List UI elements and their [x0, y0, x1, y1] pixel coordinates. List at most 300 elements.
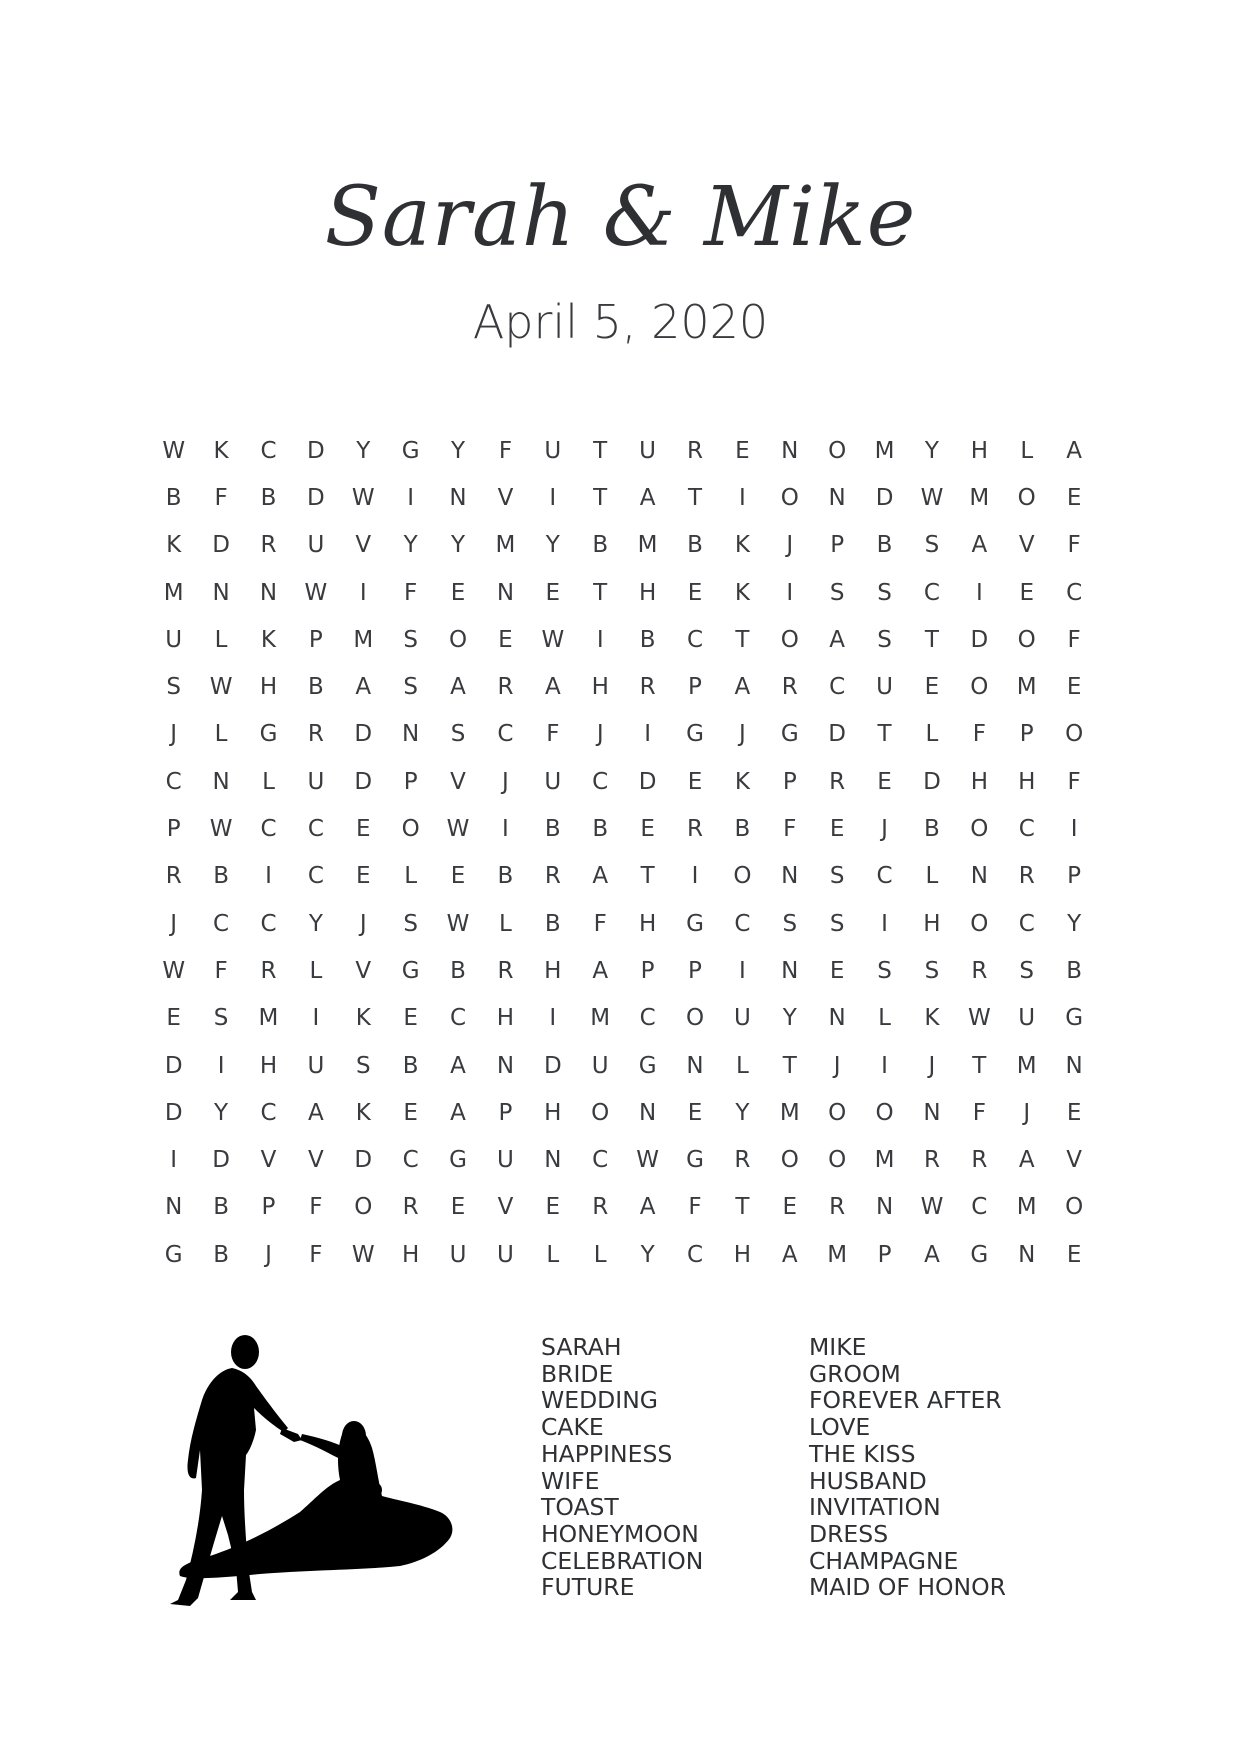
grid-letter: R	[971, 957, 988, 984]
grid-letter: W	[351, 484, 375, 511]
grid-letter: W	[446, 910, 470, 937]
grid-letter: E	[1066, 1099, 1082, 1126]
grid-letter: U	[307, 1052, 325, 1079]
grid-letter: C	[260, 816, 277, 843]
grid-letter: P	[261, 1194, 276, 1221]
grid-letter: E	[403, 1005, 418, 1032]
grid-letter: C	[686, 1241, 704, 1268]
grid-letter: H	[638, 579, 657, 606]
grid-letter: P	[166, 816, 181, 843]
grid-letter: U	[876, 674, 893, 701]
grid-letter: T	[593, 579, 608, 606]
word-list-item: CELEBRATION	[541, 1546, 704, 1575]
grid-letter: G	[164, 1241, 183, 1268]
grid-letter: D	[638, 768, 657, 795]
grid-letter: W	[304, 579, 328, 606]
grid-letter: Y	[735, 1099, 750, 1126]
grid-letter: W	[967, 1005, 991, 1032]
grid-letter: O	[780, 484, 799, 511]
grid-letter: W	[162, 437, 186, 464]
grid-letter: Y	[545, 532, 560, 559]
grid-letter: S	[877, 957, 892, 984]
grid-letter: C	[686, 626, 704, 653]
grid-letter: N	[212, 768, 230, 795]
grid-letter: A	[592, 863, 609, 890]
grid-letter: K	[734, 532, 750, 559]
grid-letter: V	[450, 768, 466, 795]
grid-letter: O	[828, 1147, 847, 1174]
grid-letter: S	[1019, 957, 1035, 984]
grid-letter: N	[212, 579, 230, 606]
grid-letter: A	[1066, 437, 1082, 464]
grid-letter: K	[734, 768, 750, 795]
grid-letter: G	[449, 1147, 467, 1174]
grid-letter: Y	[214, 1099, 229, 1126]
grid-letter: T	[924, 626, 939, 653]
word-list-item: FOREVER AFTER	[809, 1386, 1002, 1415]
grid-letter: Y	[403, 532, 418, 559]
grid-letter: R	[829, 768, 846, 795]
grid-letter: I	[881, 910, 888, 937]
grid-letter: P	[640, 957, 655, 984]
grid-letter: C	[260, 910, 277, 937]
grid-letter: L	[878, 1005, 891, 1032]
grid-letter: C	[402, 1147, 419, 1174]
grid-letter: S	[877, 626, 892, 653]
grid-letter: J	[170, 721, 178, 748]
grid-letter: I	[549, 1005, 557, 1032]
word-list-left	[541, 1334, 703, 1601]
grid-letter: N	[781, 437, 799, 464]
grid-letter: P	[498, 1099, 513, 1126]
grid-letter: W	[209, 816, 233, 843]
grid-letter: T	[782, 1052, 797, 1079]
grid-letter: H	[923, 910, 941, 937]
grid-letter: C	[307, 863, 324, 890]
grid-letter: A	[450, 674, 466, 701]
grid-letter: S	[924, 532, 940, 559]
grid-letter: A	[639, 1194, 656, 1221]
word-list-item: SARAH	[541, 1333, 622, 1361]
grid-letter: L	[309, 957, 323, 984]
grid-letter: E	[687, 1099, 703, 1126]
word-list-item: WEDDING	[541, 1386, 658, 1415]
grid-letter: L	[214, 721, 228, 748]
grid-letter: G	[686, 721, 704, 748]
grid-letter: C	[876, 863, 893, 890]
grid-letter: W	[162, 957, 186, 984]
grid-letter: O	[1017, 484, 1036, 511]
word-list-item: FUTURE	[541, 1573, 635, 1602]
grid-letter: U	[497, 1241, 514, 1268]
grid-letter: E	[1066, 484, 1082, 511]
grid-letter: R	[402, 1194, 419, 1221]
grid-letter: I	[549, 484, 557, 511]
grid-letter: G	[1065, 1005, 1084, 1032]
grid-letter: I	[691, 863, 699, 890]
grid-letter: D	[543, 1052, 562, 1079]
grid-letter: M	[258, 1005, 279, 1032]
grid-letter: B	[260, 484, 277, 511]
grid-letter: I	[644, 721, 651, 748]
grid-letter: L	[925, 863, 939, 890]
grid-letter: O	[875, 1099, 894, 1126]
grid-letter: S	[450, 721, 466, 748]
grid-letter: B	[924, 816, 940, 843]
grid-letter: R	[497, 957, 514, 984]
grid-letter: T	[687, 484, 703, 511]
grid-letter: E	[545, 1194, 561, 1221]
grid-letter: U	[497, 1147, 514, 1174]
grid-letter: F	[498, 437, 513, 464]
grid-letter: I	[738, 957, 746, 984]
grid-letter: U	[307, 768, 325, 795]
word-list-item: DRESS	[809, 1519, 889, 1548]
grid-letter: P	[308, 626, 323, 653]
grid-letter: N	[875, 1194, 894, 1221]
grid-letter: K	[213, 437, 229, 464]
grid-letter: C	[592, 1147, 609, 1174]
grid-letter: J	[1023, 1099, 1031, 1126]
grid-letter: N	[970, 863, 988, 890]
grid-letter: M	[637, 532, 658, 559]
grid-letter: A	[829, 626, 846, 653]
grid-letter: J	[359, 910, 367, 937]
grid-letter: F	[404, 579, 418, 606]
grid-letter: S	[213, 1005, 229, 1032]
grid-letter: B	[544, 816, 561, 843]
grid-letter: B	[639, 626, 656, 653]
word-search-grid	[150, 427, 1098, 1278]
grid-letter: C	[213, 910, 230, 937]
grid-letter: C	[829, 674, 846, 701]
word-list-item: MAID OF HONOR	[809, 1573, 1006, 1602]
grid-letter: B	[213, 1194, 229, 1221]
grid-letter: M	[827, 1241, 848, 1268]
grid-letter: M	[874, 437, 895, 464]
grid-letter: C	[450, 1005, 467, 1032]
grid-letter: F	[546, 721, 560, 748]
grid-letter: A	[734, 674, 751, 701]
grid-letter: E	[403, 1099, 418, 1126]
grid-letter: O	[970, 674, 989, 701]
grid-letter: J	[738, 721, 746, 748]
grid-letter: F	[972, 1099, 986, 1126]
grid-letter: V	[260, 1147, 277, 1174]
grid-letter: R	[592, 1194, 609, 1221]
grid-letter: N	[165, 1194, 183, 1221]
grid-letter: E	[450, 863, 466, 890]
grid-letter: H	[496, 1005, 515, 1032]
grid-letter: K	[355, 1099, 371, 1126]
grid-letter: N	[259, 579, 278, 606]
grid-letter: D	[354, 721, 373, 748]
grid-letter: R	[781, 674, 798, 701]
grid-letter: H	[638, 910, 657, 937]
word-list-right	[809, 1334, 1006, 1601]
grid-letter: J	[170, 910, 178, 937]
grid-letter: L	[262, 768, 275, 795]
grid-letter: B	[307, 674, 324, 701]
grid-letter: N	[402, 721, 420, 748]
grid-letter: K	[924, 1005, 940, 1032]
grid-letter: H	[259, 674, 278, 701]
grid-letter: C	[971, 1194, 988, 1221]
grid-letter: C	[307, 816, 324, 843]
grid-letter: R	[307, 721, 324, 748]
grid-letter: G	[686, 910, 704, 937]
word-list-item: HUSBAND	[809, 1466, 927, 1495]
grid-letter: R	[165, 863, 182, 890]
grid-letter: P	[782, 768, 797, 795]
grid-letter: U	[165, 626, 183, 653]
grid-letter: Y	[924, 437, 939, 464]
grid-letter: B	[1066, 957, 1082, 984]
grid-letter: W	[351, 1241, 375, 1268]
grid-letter: U	[639, 437, 657, 464]
grid-letter: E	[355, 863, 371, 890]
grid-letter: F	[1067, 626, 1081, 653]
grid-letter: Y	[356, 437, 371, 464]
grid-letter: O	[1065, 721, 1084, 748]
grid-letter: H	[544, 957, 562, 984]
grid-letter: M	[874, 1147, 895, 1174]
grid-letter: T	[877, 721, 892, 748]
grid-letter: I	[786, 579, 794, 606]
grid-letter: P	[688, 957, 702, 984]
grid-letter: U	[307, 532, 325, 559]
grid-letter: M	[969, 484, 990, 511]
grid-letter: K	[734, 579, 750, 606]
grid-letter: R	[687, 437, 703, 464]
grid-letter: O	[1065, 1194, 1084, 1221]
grid-letter: B	[213, 863, 229, 890]
word-list-item: WIFE	[541, 1466, 600, 1495]
grid-letter: M	[163, 579, 184, 606]
grid-letter: J	[786, 532, 794, 559]
grid-letter: A	[924, 1241, 940, 1268]
grid-letter: O	[685, 1005, 705, 1032]
grid-letter: L	[735, 1052, 749, 1079]
grid-letter: I	[359, 579, 367, 606]
grid-letter: M	[353, 626, 374, 653]
grid-letter: F	[309, 1241, 323, 1268]
grid-letter: E	[1066, 1241, 1082, 1268]
grid-letter: W	[541, 626, 565, 653]
word-list-item: CAKE	[541, 1413, 604, 1442]
grid-letter: E	[640, 816, 655, 843]
grid-letter: B	[165, 484, 182, 511]
grid-letter: B	[687, 532, 703, 559]
grid-letter: O	[970, 816, 989, 843]
grid-letter: F	[783, 816, 797, 843]
grid-letter: N	[1018, 1241, 1036, 1268]
grid-letter: W	[920, 1194, 944, 1221]
grid-letter: N	[496, 1052, 515, 1079]
grid-letter: O	[828, 1099, 847, 1126]
grid-letter: D	[164, 1052, 183, 1079]
grid-letter: S	[403, 626, 418, 653]
grid-letter: E	[1019, 579, 1034, 606]
grid-letter: H	[259, 1052, 278, 1079]
grid-letter: T	[735, 1194, 750, 1221]
grid-letter: P	[1019, 721, 1034, 748]
grid-letter: D	[923, 768, 941, 795]
word-list-item: HONEYMOON	[541, 1519, 699, 1548]
grid-letter: W	[920, 484, 944, 511]
grid-letter: A	[1018, 1147, 1035, 1174]
grid-letter: H	[1018, 768, 1036, 795]
grid-letter: A	[592, 957, 609, 984]
grid-letter: B	[497, 863, 514, 890]
grid-letter: I	[170, 1147, 178, 1174]
grid-letter: D	[307, 484, 325, 511]
grid-letter: N	[828, 484, 846, 511]
grid-letter: J	[881, 816, 888, 843]
grid-letter: C	[923, 579, 940, 606]
grid-letter: N	[781, 957, 799, 984]
grid-letter: E	[829, 957, 845, 984]
grid-letter: H	[591, 674, 609, 701]
grid-letter: E	[545, 579, 561, 606]
grid-letter: N	[828, 1005, 846, 1032]
grid-letter: A	[450, 1052, 466, 1079]
grid-letter: I	[596, 626, 604, 653]
grid-letter: A	[639, 484, 656, 511]
grid-letter: E	[735, 437, 750, 464]
grid-letter: L	[214, 626, 228, 653]
grid-letter: R	[734, 1147, 751, 1174]
grid-letter: D	[970, 626, 989, 653]
grid-letter: A	[355, 674, 372, 701]
grid-letter: R	[497, 674, 514, 701]
grid-letter: B	[592, 532, 609, 559]
grid-letter: O	[733, 863, 752, 890]
grid-letter: H	[970, 768, 988, 795]
grid-letter: E	[498, 626, 513, 653]
page-title: Sarah & Mike	[324, 170, 917, 265]
grid-letter: B	[544, 910, 561, 937]
grid-letter: A	[544, 674, 561, 701]
grid-letter: V	[497, 1194, 514, 1221]
grid-letter: V	[355, 532, 372, 559]
word-list-item: GROOM	[809, 1359, 901, 1388]
word-list-item: THE KISS	[809, 1439, 916, 1468]
grid-letter: O	[401, 816, 420, 843]
grid-letter: E	[450, 579, 466, 606]
grid-letter: V	[497, 484, 514, 511]
grid-letter: D	[212, 1147, 230, 1174]
grid-letter: G	[970, 1241, 989, 1268]
grid-letter: A	[450, 1099, 466, 1126]
word-list-item: MIKE	[809, 1333, 867, 1361]
grid-letter: E	[924, 674, 940, 701]
grid-letter: Y	[640, 1241, 655, 1268]
grid-letter: S	[924, 957, 940, 984]
grid-letter: M	[1016, 1194, 1037, 1221]
grid-letter: P	[688, 674, 702, 701]
event-date: April 5, 2020	[472, 295, 769, 349]
grid-letter: O	[1017, 626, 1036, 653]
grid-letter: D	[164, 1099, 183, 1126]
grid-letter: S	[877, 579, 892, 606]
grid-letter: H	[544, 1099, 562, 1126]
grid-letter: R	[1018, 863, 1035, 890]
grid-letter: K	[260, 626, 277, 653]
grid-letter: V	[1018, 532, 1035, 559]
grid-letter: F	[1067, 768, 1081, 795]
grid-letter: L	[593, 1241, 607, 1268]
grid-letter: B	[734, 816, 751, 843]
grid-letter: E	[450, 1194, 466, 1221]
grid-letter: J	[833, 1052, 841, 1079]
grid-letter: N	[544, 1147, 562, 1174]
grid-letter: B	[876, 532, 893, 559]
grid-letter: G	[638, 1052, 657, 1079]
grid-letter: R	[639, 674, 656, 701]
grid-letter: L	[546, 1241, 560, 1268]
grid-letter: C	[260, 437, 277, 464]
grid-letter: L	[499, 910, 512, 937]
grid-letter: N	[781, 863, 799, 890]
grid-letter: Y	[308, 910, 323, 937]
grid-letter: Y	[451, 532, 466, 559]
grid-letter: S	[355, 1052, 371, 1079]
grid-letter: D	[307, 437, 325, 464]
word-list-item: BRIDE	[541, 1359, 614, 1388]
grid-letter: E	[782, 1194, 798, 1221]
grid-letter: P	[877, 1241, 892, 1268]
grid-letter: L	[1020, 437, 1034, 464]
grid-letter: F	[214, 484, 228, 511]
grid-letter: B	[450, 957, 466, 984]
grid-letter: D	[212, 532, 230, 559]
grid-letter: J	[596, 721, 604, 748]
grid-letter: C	[734, 910, 751, 937]
grid-letter: A	[308, 1099, 324, 1126]
grid-letter: E	[166, 1005, 181, 1032]
grid-letter: S	[782, 910, 798, 937]
grid-letter: Y	[451, 437, 466, 464]
grid-letter: C	[165, 768, 182, 795]
grid-letter: N	[923, 1099, 941, 1126]
grid-letter: W	[636, 1147, 659, 1174]
grid-letter: G	[686, 1147, 704, 1174]
grid-letter: I	[975, 579, 983, 606]
grid-letter: L	[404, 863, 418, 890]
word-list-item: CHAMPAGNE	[809, 1546, 959, 1575]
grid-letter: O	[780, 1147, 799, 1174]
grid-letter: A	[971, 532, 988, 559]
grid-letter: G	[401, 437, 420, 464]
grid-letter: V	[1066, 1147, 1082, 1174]
grid-letter: R	[544, 863, 561, 890]
word-list-item: INVITATION	[809, 1493, 941, 1522]
grid-letter: B	[592, 816, 609, 843]
grid-letter: T	[640, 863, 655, 890]
grid-letter: S	[403, 674, 418, 701]
grid-letter: J	[928, 1052, 936, 1079]
grid-letter: D	[354, 768, 373, 795]
grid-letter: N	[1065, 1052, 1083, 1079]
grid-letter: M	[779, 1099, 800, 1126]
grid-letter: O	[448, 626, 468, 653]
grid-letter: Y	[782, 1005, 797, 1032]
grid-letter: S	[829, 579, 845, 606]
grid-letter: E	[877, 768, 892, 795]
grid-letter: I	[738, 484, 746, 511]
grid-letter: A	[781, 1241, 798, 1268]
